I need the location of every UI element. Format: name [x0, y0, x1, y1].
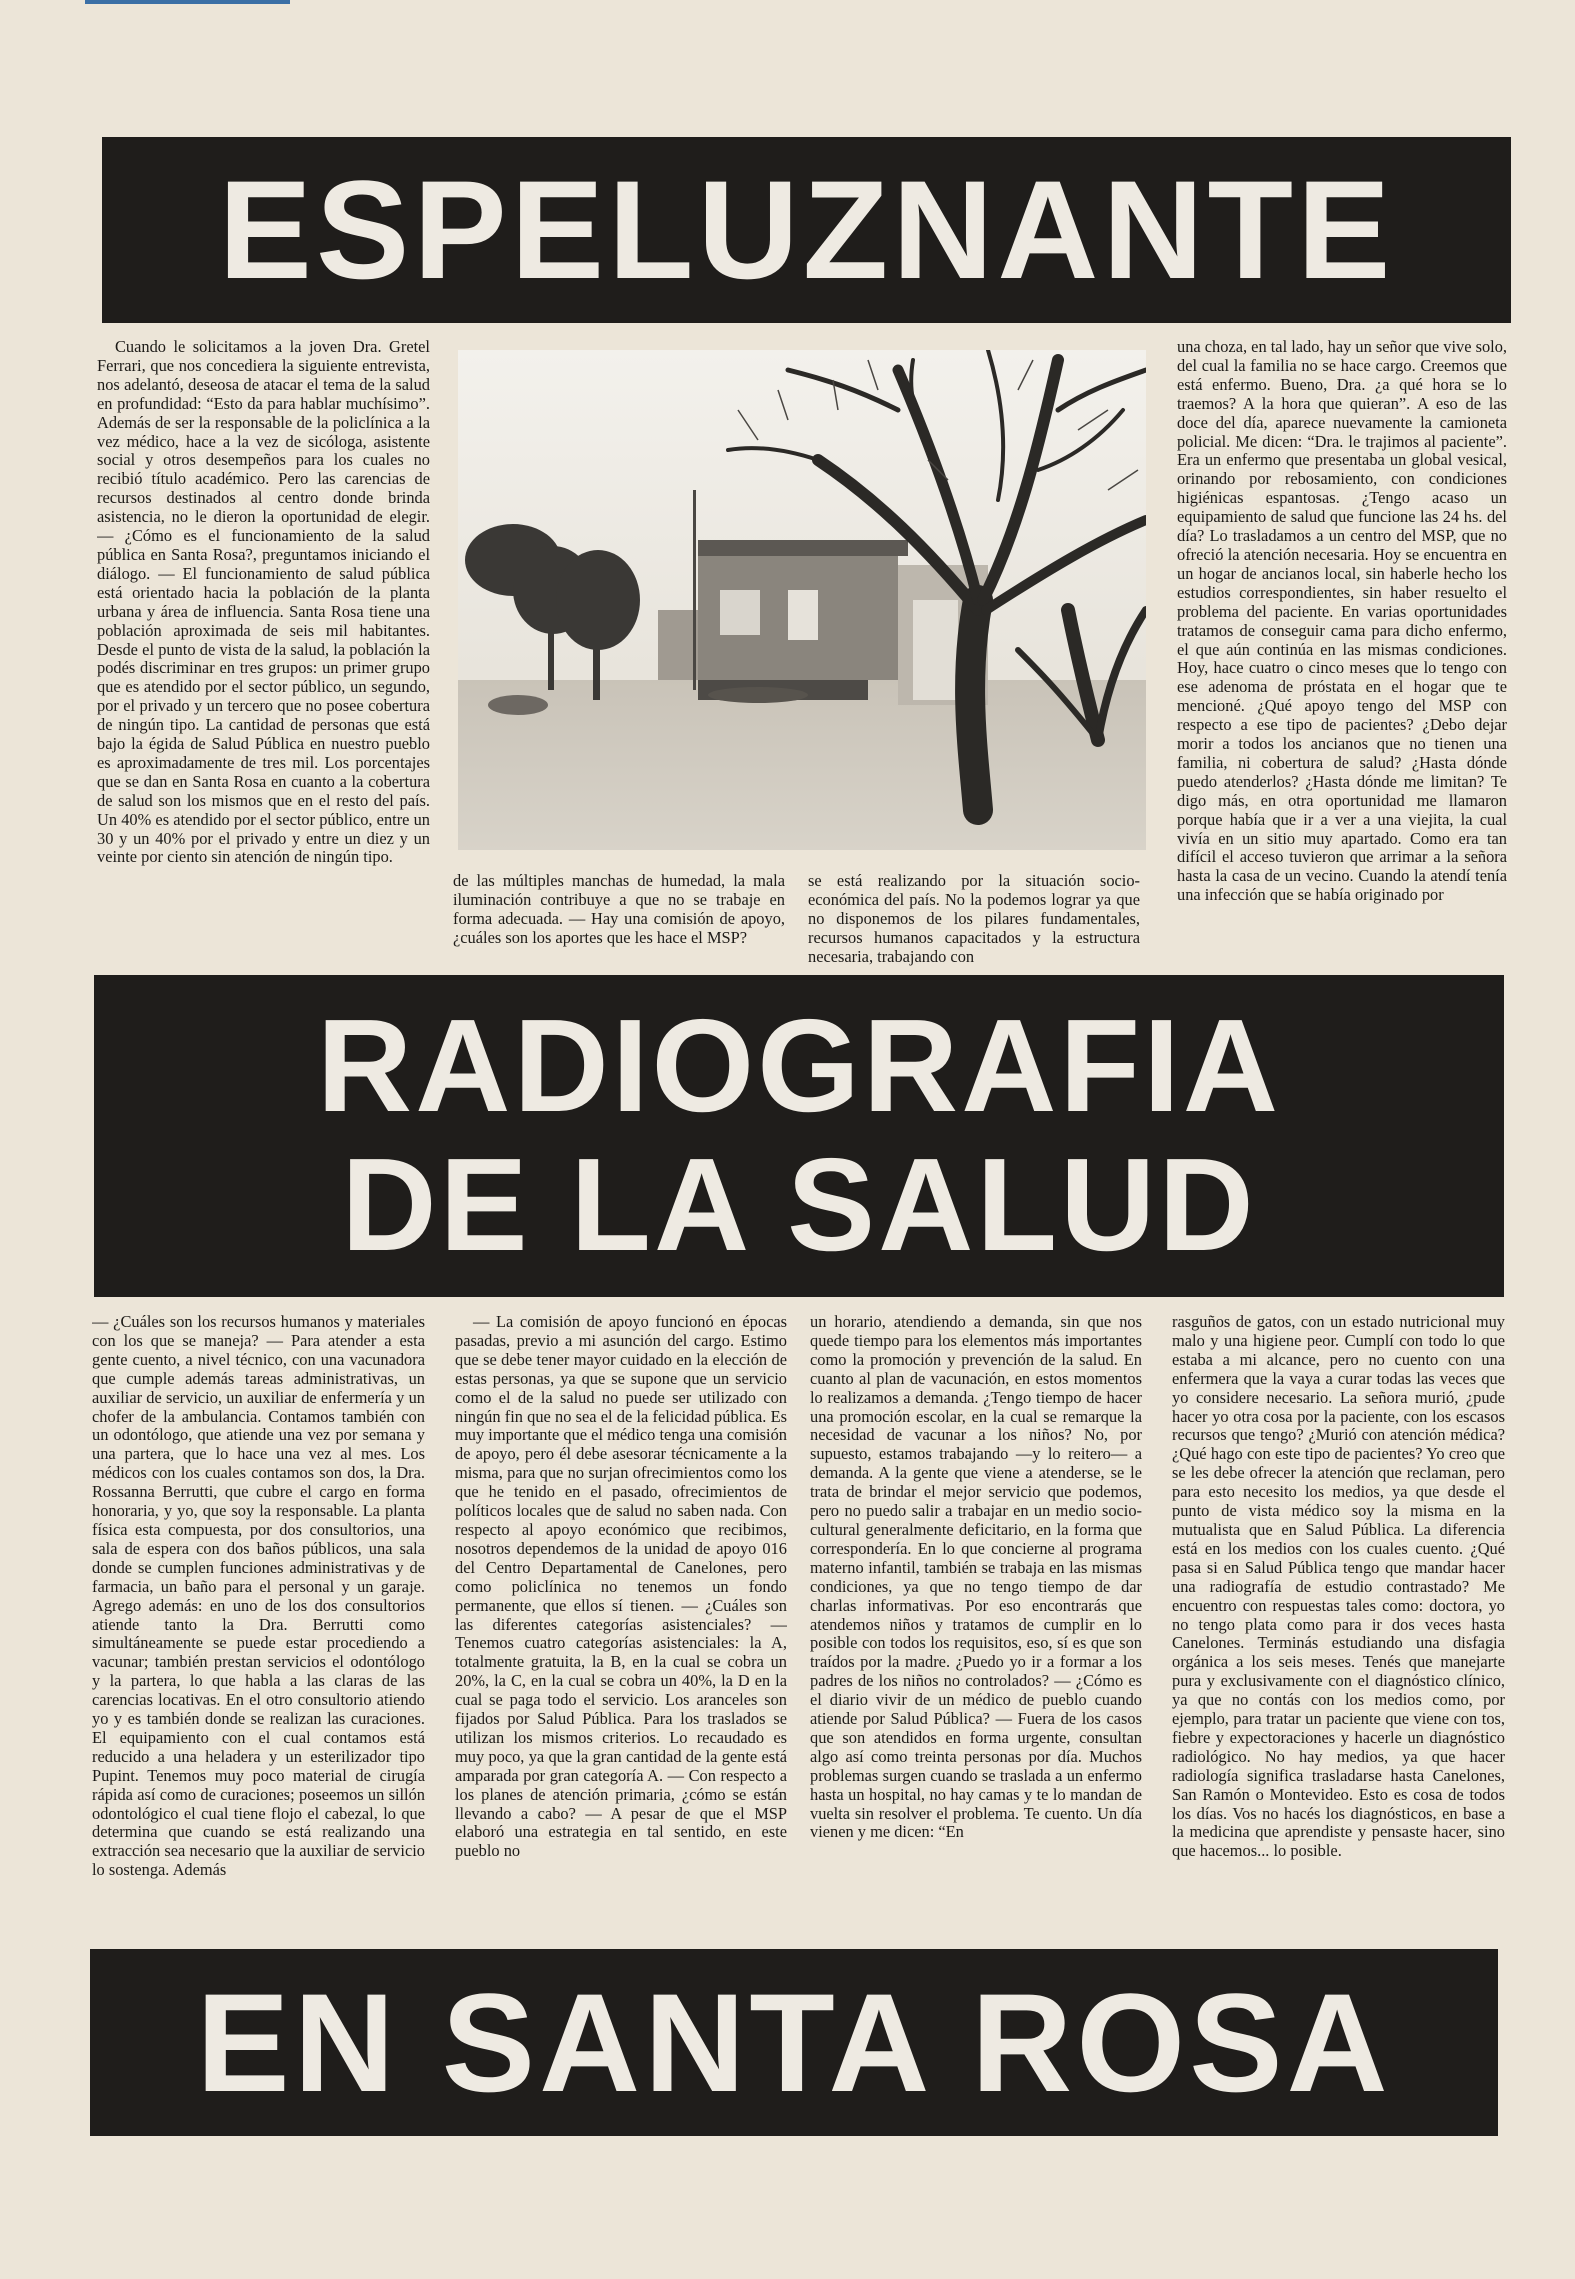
article-column-top-2 [453, 872, 785, 970]
headline-en-santa-rosa: EN SANTA ROSA [196, 1963, 1392, 2121]
article-text: — ¿Cuáles son los recursos humanos y materiales con los que se maneja? — Para atender a esta gente cuento, a nivel técnico, con una vacunadora que cumple además tareas administrativas, un auxiliar de servicio, un auxiliar de enfermería y un chofer de la ambulancia. Contamos también con un odontólogo, que atiende una vez por semana y una partera, que lo hace una vez al mes. Los médicos con los cuales contamos son dos, la Dra. Rossanna Berrutti, que cubre el cargo en forma honoraria, y yo, que soy la responsable. La planta física esta compuesta, por dos consultorios, una sala de espera con dos baños públicos, una sala donde se cumplen funciones administrativas y de farmacia, un baño para el personal y un garaje. Agrego además: en uno de los dos consultorios atiende tanto la Dra. Berrutti como simultáneamente se puede estar procediendo a vacunar; también prestan servicios el odontólogo y la partera, lo que habla a las claras de las carencias locativas. En el otro consultorio atiendo yo y es también donde se realizan las curaciones. El equipamiento con el cual contamos está reducido a una heladera y un esterilizador tipo Pupint. Tenemos muy poco material de cirugía rápida así como de curaciones; poseemos un sillón odontológico el cual tiene flojo el cabezal, lo que determina que cuando se está realizando una extracción sea necesario que la auxiliar de servicio lo sostenga. Además [92, 1313, 425, 1880]
headline-banner-bottom [90, 1949, 1498, 2136]
article-text: rasguños de gatos, con un estado nutricional muy malo y una higiene peor. Cumplí con todo lo que estaba a mi alcance, pero no cuento con una enfermera que la vaya a curar todas las veces que yo considere necesario. La señora murió, ¿pude hacer yo otra cosa por la paciente, con los escasos recursos que tengo? ¿Murió con atención médica? ¿Qué hago con este tipo de pacientes? Yo creo que se les debe ofrecer la atención que reclaman, pero para esto necesito los medios, ya que desde el punto de vista médico soy la misma en la mutualista que en Salud Pública. La diferencia está en los medios con los cuales cuento. ¿Qué pasa si en Salud Pública tengo que mandar hacer una radiografía de estudio contrastado? Me encuentro con respuestas tales como: doctora, yo no tengo plata como para ir dos veces hasta Canelones. Terminás estudiando una disfagia orgánica a los seis meses. Tenés que manejarte pura y exclusivamente con el diagnóstico clínico, ya que no contás con los medios como, por ejemplo, para tratar un paciente que viene con tos, fiebre y expectoraciones y hacerle un diagnóstico radiológico. No hay medios, ya que hacer radiología significa trasladarse hasta Canelones, San Ramón o Montevideo. Esto es cosa de todos los días. Vos no hacés los diagnósticos, en base a la medicina que aprendiste y pensaste hacer, sino que hacemos... lo posible. [1172, 1313, 1505, 1861]
article-text: un horario, atendiendo a demanda, sin que nos quede tiempo para los elementos más importantes como la promoción y prevención de la salud. En cuanto al plan de vacunación, en estos momentos lo realizamos a demanda. ¿Tengo tiempo de hacer una promoción escolar, en la cual se remarque la necesidad de vacunar a los niños? No, por supuesto, estamos trabajando —y lo reitero— a demanda. A la gente que viene a atenderse, se le trata de brindar el mejor servicio que podemos, pero no puedo salir a trabajar en un medio socio-cultural generalmente deficitario, en la forma que correspondería. En lo que concierne al programa materno infantil, también se trabaja en las mismas condiciones, ya que no tengo tiempo de dar charlas informativas. Por eso encontrarás que atendemos niños y tratamos de cumplir en lo posible con todos los requisitos, eso, sí es que son traídos por la madre. ¿Puedo yo ir a formar a los padres de los niños no controlados? — ¿Cómo es el diario vivir de un médico de pueblo cuando atiende por Salud Pública? — Fuera de los casos que son atendidos en forma urgente, consultan algo así como treinta personas por día. Muchos problemas surgen cuando se traslada a un enfermo hasta un hospital, no hay camas y te lo mandan de vuelta sin resolver el problema. Te cuento. Un día vienen y me dicen: “En [810, 1313, 1142, 1842]
top-edge-mark [85, 0, 290, 4]
article-column-bottom-1 [92, 1313, 425, 1933]
headline-de-la-salud: DE LA SALUD [341, 1131, 1257, 1278]
article-column-top-3 [808, 872, 1140, 970]
article-text: una choza, en tal lado, hay un señor que vive solo, del cual la familia no se hace cargo. Creemos que está enfermo. Bueno, Dra. ¿a qué hora se lo traemos? A la hora que quieran”. A eso de las doce del día, aparece nuevamente la camioneta policial. Me dicen: “Dra. le trajimos al paciente”. Era un enfermo que presentaba un global vesical, orinando por rebosamiento, con condiciones higiénicas espantosas. ¿Tengo acaso un equipamiento de salud que funcione las 24 hs. del día? Lo trasladamos a un centro del MSP, que no ofreció la atención necesaria. Hoy se encuentra en un hogar de ancianos local, sin haberle hecho los estudios correspondientes, sin haber resuelto el problema del paciente. En varias oportunidades tratamos de conseguir cama para dicho enfermo, el que aún continúa en las mismas condiciones. Hoy, hace cuatro o cinco meses que lo tengo con ese adenoma de próstata en el hogar que te mencioné. ¿Qué apoyo tengo del MSP con respecto a ese tipo de pacientes? ¿Debo dejar morir a todos los ancianos que no tienen una familia, ni cobertura de salud? ¿Hasta dónde puedo atenderlos? ¿Hasta dónde me limitan? Te digo más, en otra oportunidad me llamaron porque había que ir a ver a una viejita, la cual vivía en un sitio muy apartado. Como era tan difícil el acceso tuvieron que arrimar a la señora hasta la casa de un vecino. Cuando la atendí tenía una infección que se había originado por [1177, 338, 1507, 905]
bush [708, 687, 808, 703]
article-text: Cuando le solicitamos a la joven Dra. Gretel Ferrari, que nos concediera la siguiente entrevista, nos adelantó, deseosa de atacar el tema de la salud en profundidad: “Esto da para hablar muchísimo”. Además de ser la responsable de la policlínica a la vez médico, hace a la vez de sicóloga, asistente social y otros desempeños para los cuales no recibió título académico. Pero las carencias de recursos destinados al centro donde brinda asistencia, no le dieron la oportunidad de elegir. — ¿Cómo es el funcionamiento de la salud pública en Santa Rosa?, preguntamos iniciando el diálogo. — El funcionamiento de salud pública está orientado hacia la población de la planta urbana y área de influencia. Santa Rosa tiene una población aproximada de seis mil habitantes. Desde el punto de vista de la salud, la población la podés discriminar en tres grupos: un primer grupo que es atendido por el sector público, un segundo, por el privado y un tercero que no posee cobertura de ningún tipo. La cantidad de personas que está bajo la égida de Salud Pública en nuestro pueblo es aproximadamente de tres mil. Los porcentajes que se dan en Santa Rosa en cuanto a la cobertura de salud son los mismos que en el resto del país. Un 40% es atendido por el sector público, entre un 30 y un 40% por el privado y entre un diez y un veinte por ciento sin atención de ningún tipo. [97, 338, 430, 867]
bush [488, 695, 548, 715]
ground [458, 680, 1146, 850]
article-column-top-4 [1177, 338, 1507, 970]
article-column-bottom-4 [1172, 1313, 1505, 1933]
headline-espeluznante: ESPELUZNANTE [218, 151, 1395, 308]
headline-banner-middle [94, 975, 1504, 1297]
headline-radiografia: RADIOGRAFIA [316, 992, 1282, 1140]
article-text: se está realizando por la situación socio-económica del país. No la podemos lograr ya que no disponemos de los pilares fundamentales, recursos humanos capacitados y la estructura necesaria, trabajando con [808, 872, 1140, 966]
utility-pole [693, 490, 696, 690]
article-text: de las múltiples manchas de humedad, la mala iluminación contribuye a que no se trabaje en forma adecuada. — Hay una comisión de apoyo, ¿cuáles son los aportes que les hace el MSP? [453, 872, 785, 947]
article-column-bottom-2 [455, 1313, 787, 1933]
street-photo [458, 350, 1146, 850]
article-column-bottom-3 [810, 1313, 1142, 1933]
article-column-top-1 [97, 338, 430, 970]
article-text: — La comisión de apoyo funcionó en épocas pasadas, previo a mi asunción del cargo. Estimo que se debe tener mayor cuidado en la elección de estas personas, ya que se supone que un servicio como el de la salud no puede ser utilizado con ningún fin que no sea el de la felicidad pública. Es muy importante que el médico tenga una comisión de apoyo, pero él debe asesorar técnicamente a la misma, para que no surjan ofrecimientos como los que he tenido en el pasado, ofrecimientos de políticos locales que de salud no saben nada. Con respecto al apoyo económico que recibimos, nosotros dependemos de la unidad de apoyo 016 del Centro Departamental de Canelones, pero como policlínica no tenemos un fondo permanente, que ellos sí tienen. — ¿Cuáles son las diferentes categorías asistenciales? — Tenemos cuatro categorías asistenciales: la A, totalmente gratuita, la B, en la cual se cobra un 20%, la C, en la cual se cobra un 40%, la D en la cual se paga todo el servicio. Los aranceles son fijados por Salud Pública. Para los traslados se utilizan los mismos criterios. Lo recaudado es muy poco, ya que la gran cantidad de la gente está amparada por gran categoría A. — Con respecto a los planes de atención primaria, ¿cómo se están llevando a cabo? — A pesar de que el MSP elaboró una estrategia en tal sentido, en este pueblo no [455, 1313, 787, 1861]
headline-banner-top [102, 137, 1511, 323]
